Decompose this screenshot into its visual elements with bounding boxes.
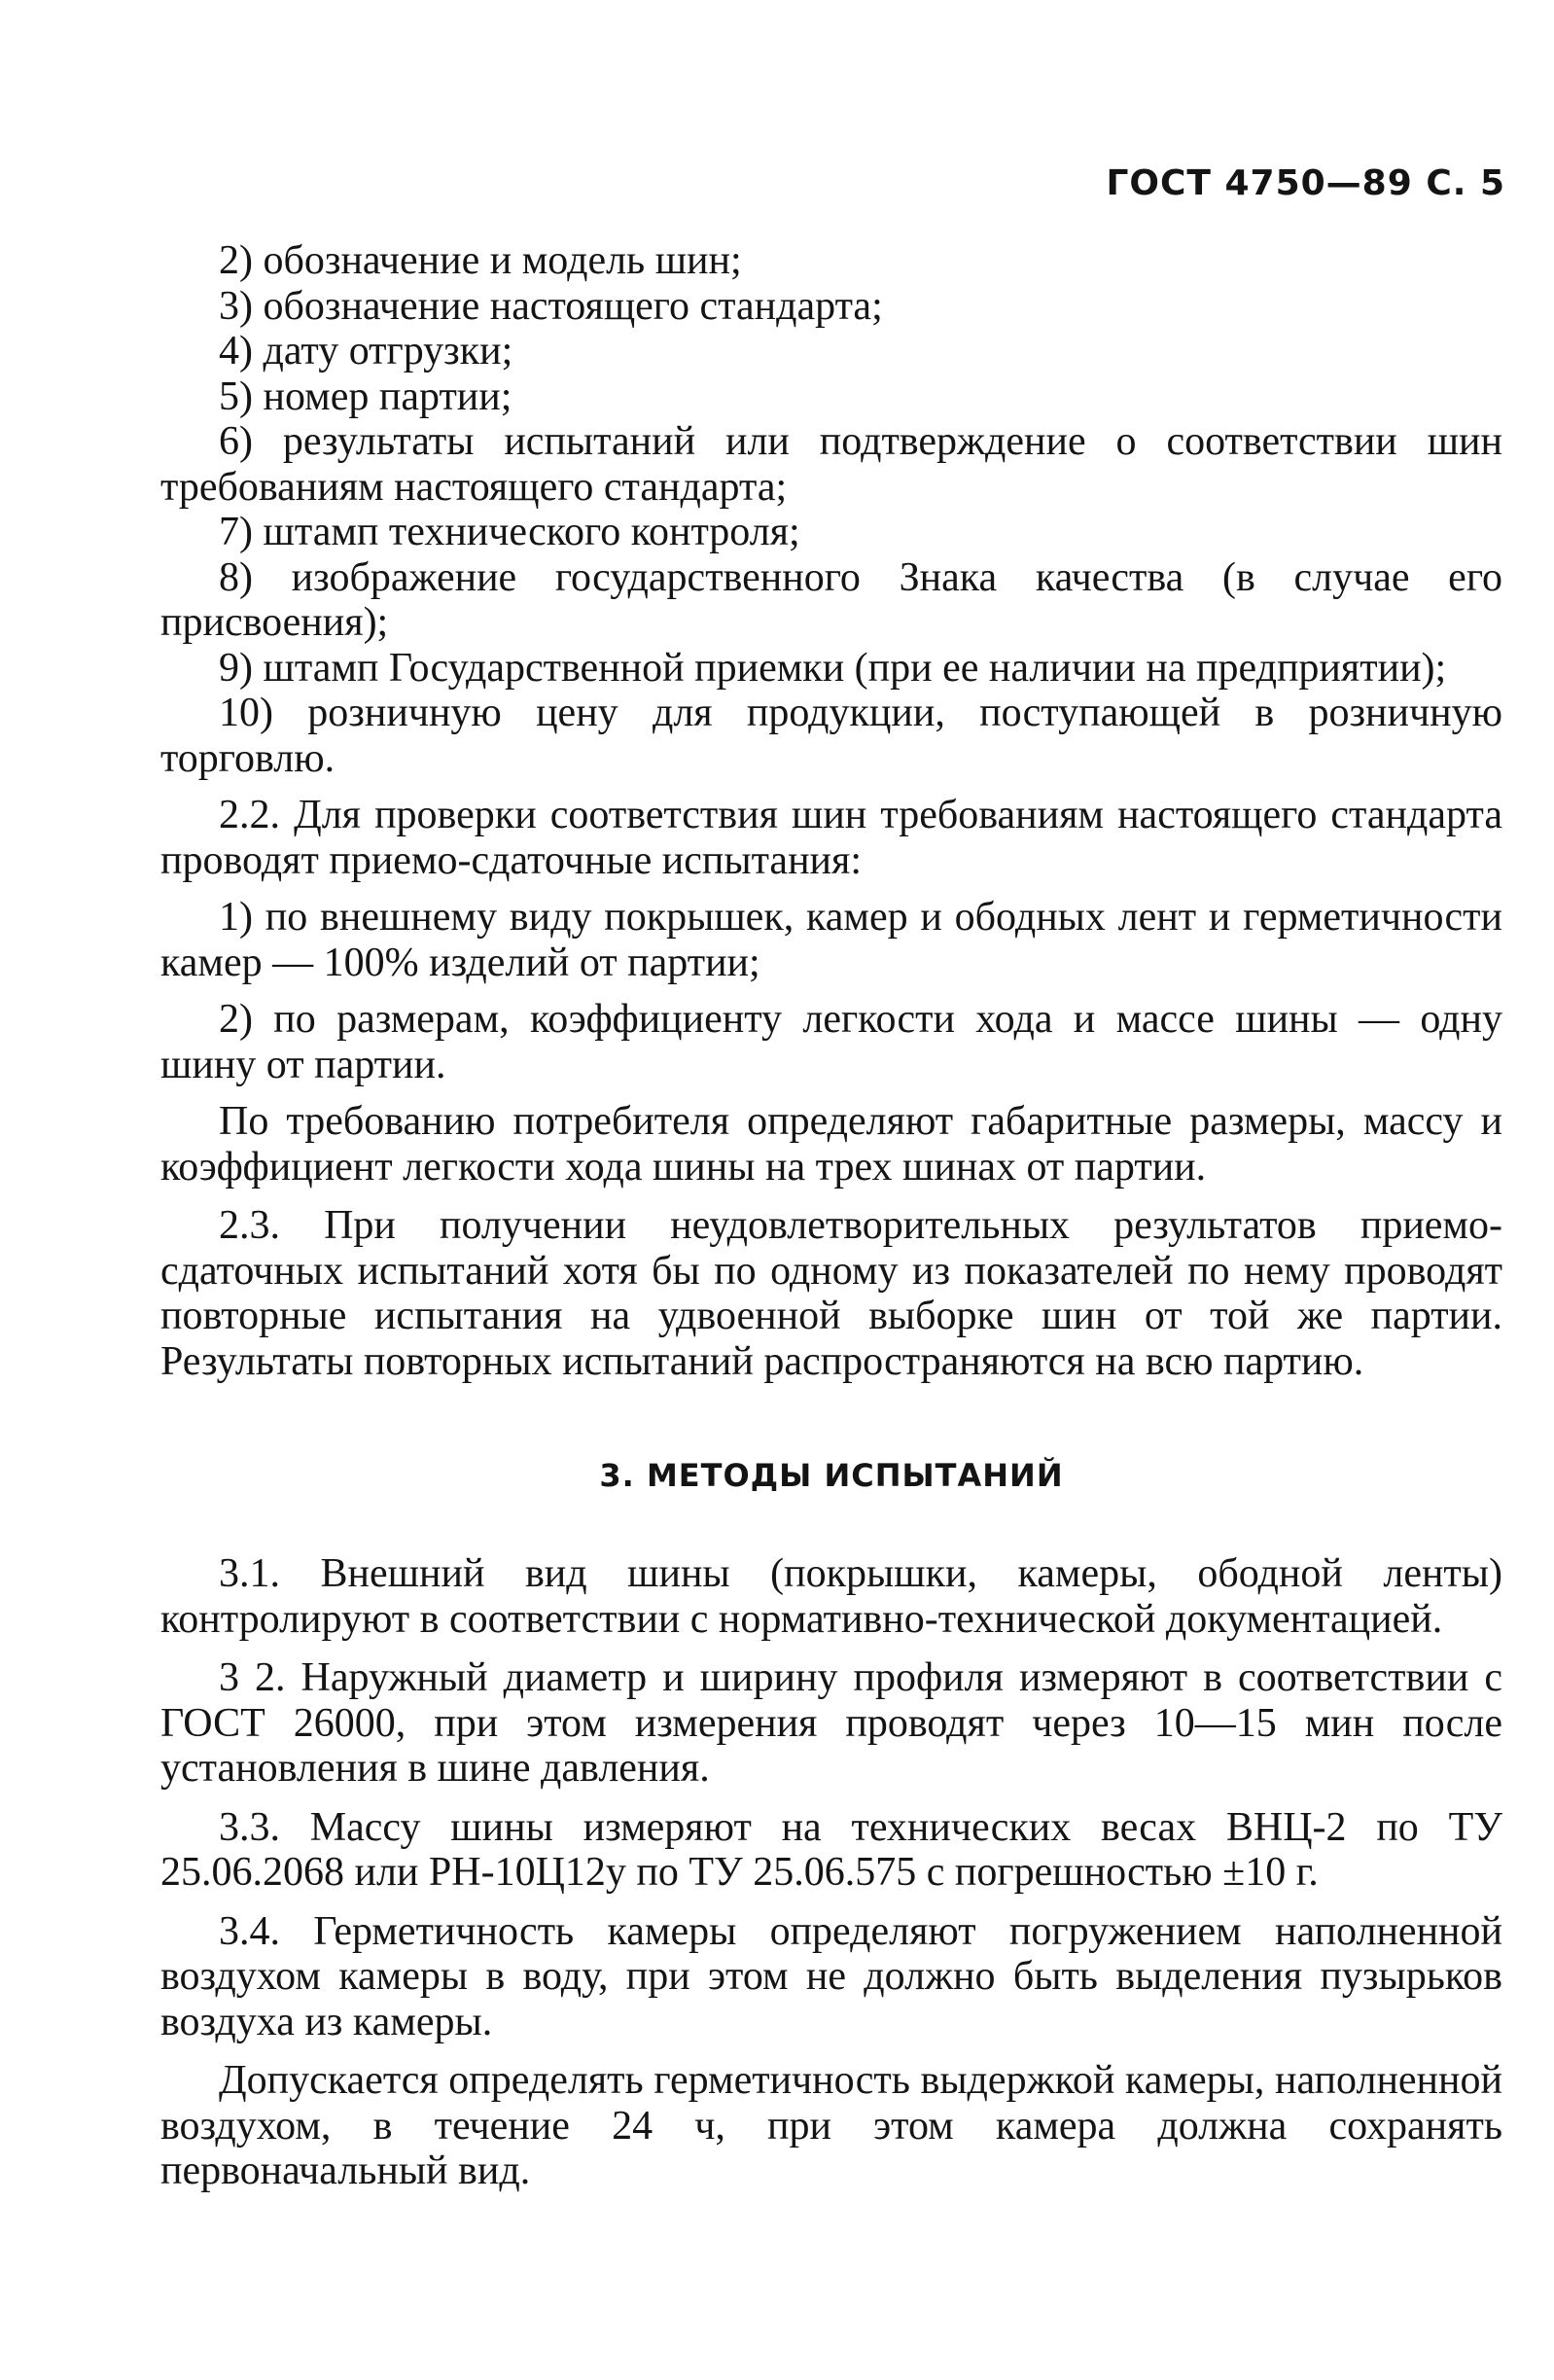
page-body xyxy=(160,238,1502,2194)
list-item: 10) розничную цену для продукции, поступающей в розничную торговлю. xyxy=(160,691,1502,781)
list-item: 2) обозначение и модель шин; xyxy=(219,238,742,283)
clause-3-4-note: Допускается определять герметичность выдержкой камеры, наполненной воздухом, в течение 24 ч, при этом камера должна сохранять первоначальный вид. xyxy=(160,2058,1502,2193)
list-item: 9) штамп Государственной приемки (при ее наличии на предприятии); xyxy=(219,645,1447,691)
list-item: 6) результаты испытаний или подтверждение о соответствии шин требованиям настоящего стандарта; xyxy=(160,419,1502,510)
list-item: 3) обозначение настоящего стандарта; xyxy=(219,283,883,329)
clause-3-4: 3.4. Герметичность камеры определяют погружением наполненной воздухом камеры в воду, при этом не должно быть выделения пузырьков воздуха из камеры. xyxy=(160,1908,1502,2044)
clause-2-3: 2.3. При получении неудовлетворительных результатов приемо-сдаточных испытаний хотя бы по одному из показателей по нему проводят повторные испытания на удвоенной выборке шин от той же партии. Результаты повторных испытаний распространяются на всю партию. xyxy=(160,1203,1502,1384)
clause-3-1: 3.1. Внешний вид шины (покрышки, камеры, ободной ленты) контролируют в соответствии с нормативно-технической документацией. xyxy=(160,1551,1502,1642)
clause-2-2-intro: 2.2. Для проверки соответствия шин требованиям настоящего стандарта проводят приемо-сдаточные испытания: xyxy=(160,793,1502,883)
clause-3-2: 3 2. Наружный диаметр и ширину профиля измеряют в соответствии с ГОСТ 26000, при этом измерения проводят через 10—15 мин после установления в шине давления. xyxy=(160,1655,1502,1791)
clause-2-2-item-1: 1) по внешнему виду покрышек, камер и ободных лент и герметичности камер — 100% изделий от партии; xyxy=(160,895,1502,985)
list-item: 8) изображение государственного Знака качества (в случае его присвоения); xyxy=(160,554,1502,645)
page-header: ГОСТ 4750—89 С. 5 xyxy=(1106,163,1505,203)
clause-3-3: 3.3. Массу шины измеряют на технических весах ВНЦ-2 по ТУ 25.06.2068 или РН-10Ц12у по ТУ 25.06.575 с погрешностью ±10 г. xyxy=(160,1804,1502,1895)
section-title: 3. МЕТОДЫ ИСПЫТАНИЙ xyxy=(599,1457,1064,1494)
list-item: 4) дату отгрузки; xyxy=(219,329,513,373)
clause-2-2-note: По требованию потребителя определяют габаритные размеры, массу и коэффициент легкости хода шины на трех шинах от партии. xyxy=(160,1099,1502,1190)
clause-2-2-item-2: 2) по размерам, коэффициенту легкости хода и массе шины — одну шину от партии. xyxy=(160,997,1502,1087)
list-item: 5) номер партии; xyxy=(219,373,512,419)
list-item: 7) штамп технического контроля; xyxy=(219,510,800,554)
